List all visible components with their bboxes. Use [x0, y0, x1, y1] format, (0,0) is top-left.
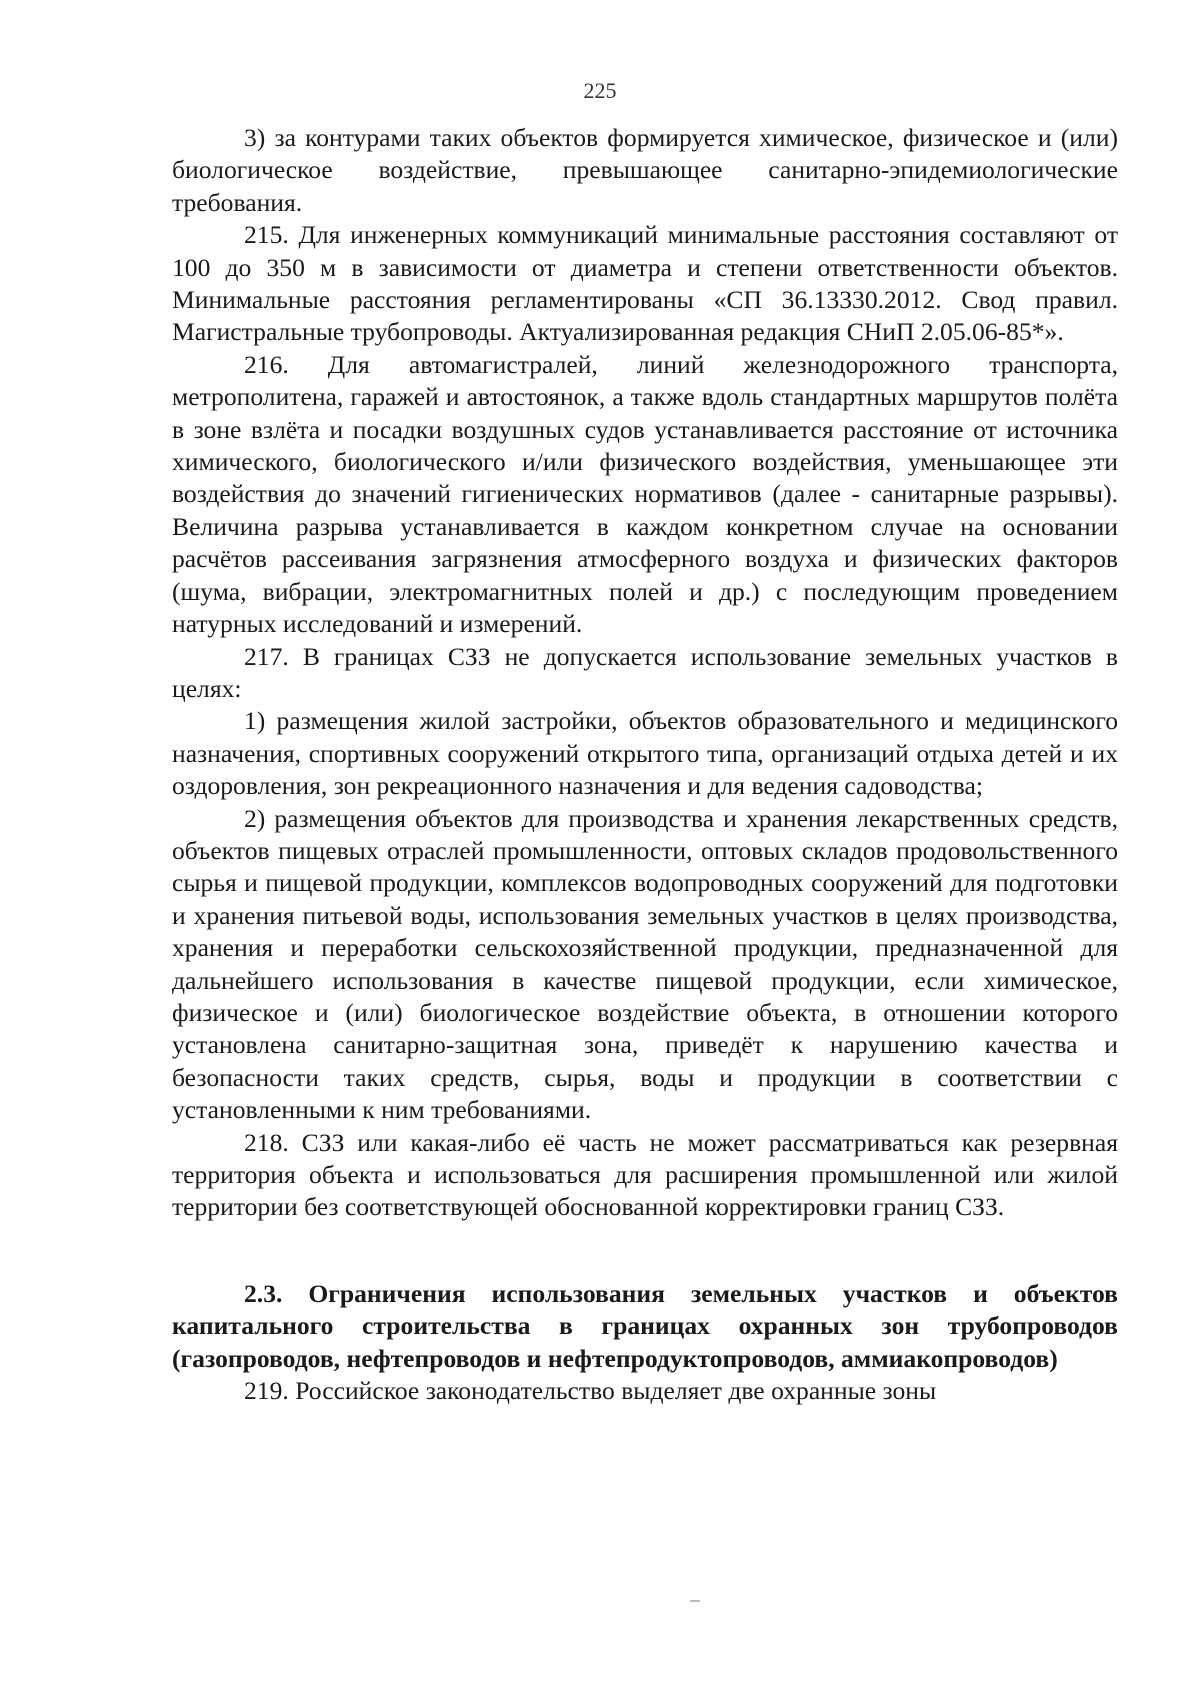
paragraph-218: 218. СЗЗ или какая-либо её часть не может рассматриваться как резервная территория объекта и использоваться для расширения промышленной или жилой территории без соответствующей обоснованной корректировки границ СЗЗ.	[172, 1127, 1118, 1222]
paragraph-215: 215. Для инженерных коммуникаций минимальные расстояния составляют от 100 до 350 м в зависимости от диаметра и степени ответственности объектов. Минимальные расстояния регламентированы «СП 36.13330.2012. Свод правил. Магистральные трубопроводы. Актуализированная редакция СНиП 2.05.06-85*».	[172, 220, 1118, 347]
document-body	[172, 122, 1118, 1407]
paragraph-217-item-2: 2) размещения объектов для производства и хранения лекарственных средств, объектов пищевых отраслей промышленности, оптовых складов продовольственного сырья и пищевой продукции, комплексов водопроводных сооружений для подготовки и хранения питьевой воды, использования земельных участков в целях производства, хранения и переработки сельскохозяйственной продукции, предназначенной для дальнейшего использования в качестве пищевой продукции, если химическое, физическое и (или) биологическое воздействие объекта, в отношении которого установлена санитарно-защитная зона, приведёт к нарушению качества и безопасности таких средств, сырья, воды и продукции в соответствии с установленными к ним требованиями.	[172, 803, 1118, 1125]
paragraph-item-3: 3) за контурами таких объектов формируется химическое, физическое и (или) биологическое воздействие, превышающее санитарно-эпидемиологические требования.	[172, 123, 1118, 217]
scan-artifact	[690, 1600, 700, 1602]
paragraph-217-item-1: 1) размещения жилой застройки, объектов образовательного и медицинского назначения, спортивных сооружений открытого типа, организаций отдыха детей и их оздоровления, зон рекреационного назначения и для ведения садоводства;	[172, 706, 1118, 801]
paragraph-219: 219. Российское законодательство выделяет две охранные зоны	[244, 1376, 937, 1406]
paragraph-217: 217. В границах СЗЗ не допускается использование земельных участков в целях:	[172, 641, 1118, 703]
paragraph-216: 216. Для автомагистралей, линий железнодорожного транспорта, метрополитена, гаражей и автостоянок, а также вдоль стандартных маршрутов полёта в зоне взлёта и посадки воздушных судов устанавливается расстояние от источника химического, биологического и/или физического воздействия, уменьшающее эти воздействия до значений гигиенических нормативов (далее - санитарные разрывы). Величина разрыва устанавливается в каждом конкретном случае на основании расчётов рассеивания загрязнения атмосферного воздуха и физических факторов (шума, вибрации, электромагнитных полей и др.) с последующим проведением натурных исследований и измерений.	[172, 349, 1118, 639]
section-heading: 2.3. Ограничения использования земельных участков и объектов капитального строительства в границах охранных зон трубопроводов (газопроводов, нефтепроводов и нефтепродуктопроводов, аммиакопроводов)	[172, 1278, 1118, 1373]
page-number: 225	[583, 78, 617, 103]
